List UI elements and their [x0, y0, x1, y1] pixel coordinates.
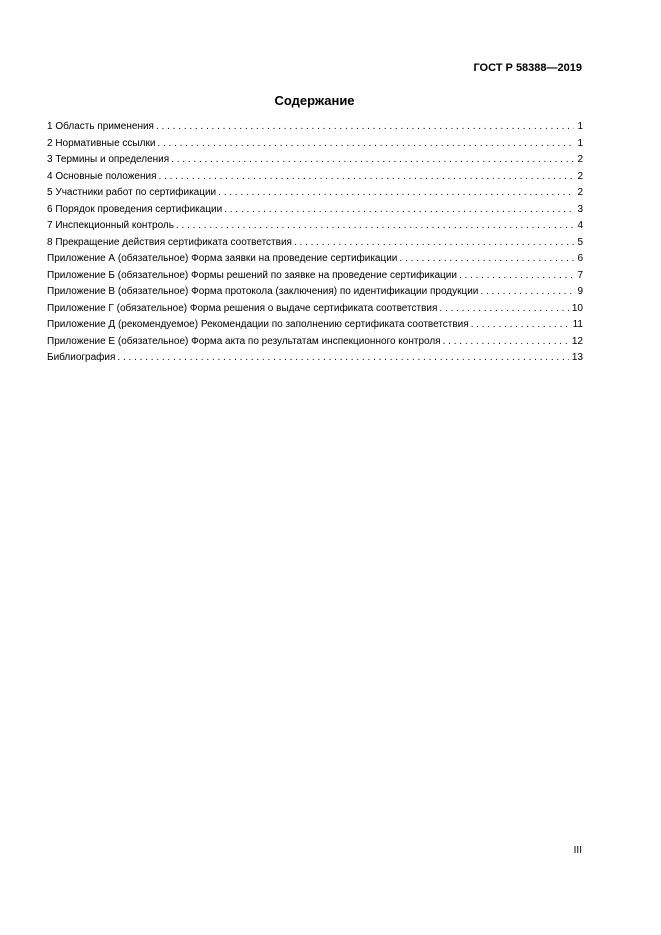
- dot-leader: [159, 169, 575, 186]
- dot-leader: [171, 152, 574, 169]
- toc-entry[interactable]: [47, 334, 583, 351]
- toc-title: [0, 93, 661, 109]
- toc-entry-label: 3 Термины и определения: [47, 154, 170, 165]
- document-code: ГОСТ Р 58388—2019: [473, 62, 582, 74]
- toc-entry[interactable]: [47, 136, 583, 153]
- toc-entry-page: 3: [577, 203, 583, 215]
- table-of-contents: [47, 119, 583, 367]
- toc-entry-page: 10: [571, 302, 583, 314]
- toc-entry-page: 9: [577, 286, 583, 297]
- toc-entry[interactable]: [47, 119, 583, 136]
- toc-entry-page: 11: [572, 319, 583, 330]
- toc-entry-label: Приложение Б (обязательное) Формы решений по заявке на проведение сертификации: [47, 269, 457, 281]
- dot-leader: [117, 350, 568, 367]
- toc-entry[interactable]: [47, 202, 583, 219]
- toc-entry-page: 2: [577, 170, 583, 182]
- toc-entry[interactable]: [47, 218, 583, 235]
- toc-entry-label: 1 Область применения: [47, 121, 154, 132]
- dot-leader: [443, 334, 569, 351]
- toc-entry[interactable]: [47, 317, 583, 334]
- toc-entry-label: Библиография: [47, 352, 116, 363]
- dot-leader: [156, 119, 574, 136]
- toc-entry-label: Приложение Д (рекомендуемое) Рекомендации по заполнению сертификата соответствия: [47, 319, 469, 330]
- dot-leader: [176, 218, 574, 235]
- toc-entry-page: 2: [577, 187, 583, 198]
- toc-entry[interactable]: [47, 235, 583, 252]
- toc-entry[interactable]: [47, 169, 583, 186]
- toc-entry-label: 4 Основные положения: [47, 170, 157, 182]
- toc-entry-page: 5: [577, 236, 583, 248]
- page-number: III: [573, 845, 582, 856]
- dot-leader: [218, 185, 574, 202]
- toc-entry[interactable]: [47, 284, 583, 301]
- dot-leader: [459, 268, 575, 285]
- toc-entry-label: Приложение Г (обязательное) Форма решения о выдаче сертификата соответствия: [47, 302, 438, 314]
- toc-title-text: Содержание: [274, 93, 355, 108]
- dot-leader: [480, 284, 574, 301]
- toc-entry-label: 5 Участники работ по сертификации: [47, 187, 217, 198]
- toc-entry[interactable]: [47, 350, 583, 367]
- toc-entry-page: 6: [577, 253, 583, 264]
- toc-entry-label: Приложение Е (обязательное) Форма акта по результатам инспекционного контроля: [47, 335, 441, 347]
- toc-entry-label: Приложение А (обязательное) Форма заявки на проведение сертификации: [47, 253, 398, 264]
- dot-leader: [439, 301, 568, 318]
- toc-entry-page: 7: [577, 269, 583, 281]
- toc-entry-page: 12: [571, 335, 583, 347]
- toc-entry-page: 1: [577, 137, 583, 149]
- dot-leader: [157, 136, 574, 153]
- dot-leader: [294, 235, 574, 252]
- toc-entry-label: 2 Нормативные ссылки: [47, 137, 156, 149]
- toc-entry-page: 13: [571, 352, 583, 363]
- toc-entry-page: 2: [577, 154, 583, 165]
- toc-entry[interactable]: [47, 268, 583, 285]
- dot-leader: [224, 202, 574, 219]
- toc-entry-label: 6 Порядок проведения сертификации: [47, 203, 223, 215]
- dot-leader: [471, 317, 570, 334]
- toc-entry-label: 8 Прекращение действия сертификата соответствия: [47, 236, 292, 248]
- toc-entry[interactable]: [47, 301, 583, 318]
- toc-entry[interactable]: [47, 251, 583, 268]
- toc-entry-page: 1: [577, 121, 583, 132]
- toc-entry-page: 4: [577, 220, 583, 231]
- dot-leader: [399, 251, 574, 268]
- toc-entry[interactable]: [47, 152, 583, 169]
- toc-entry-label: 7 Инспекционный контроль: [47, 220, 174, 231]
- toc-entry[interactable]: [47, 185, 583, 202]
- toc-entry-label: Приложение В (обязательное) Форма протокола (заключения) по идентификации продукции: [47, 286, 479, 297]
